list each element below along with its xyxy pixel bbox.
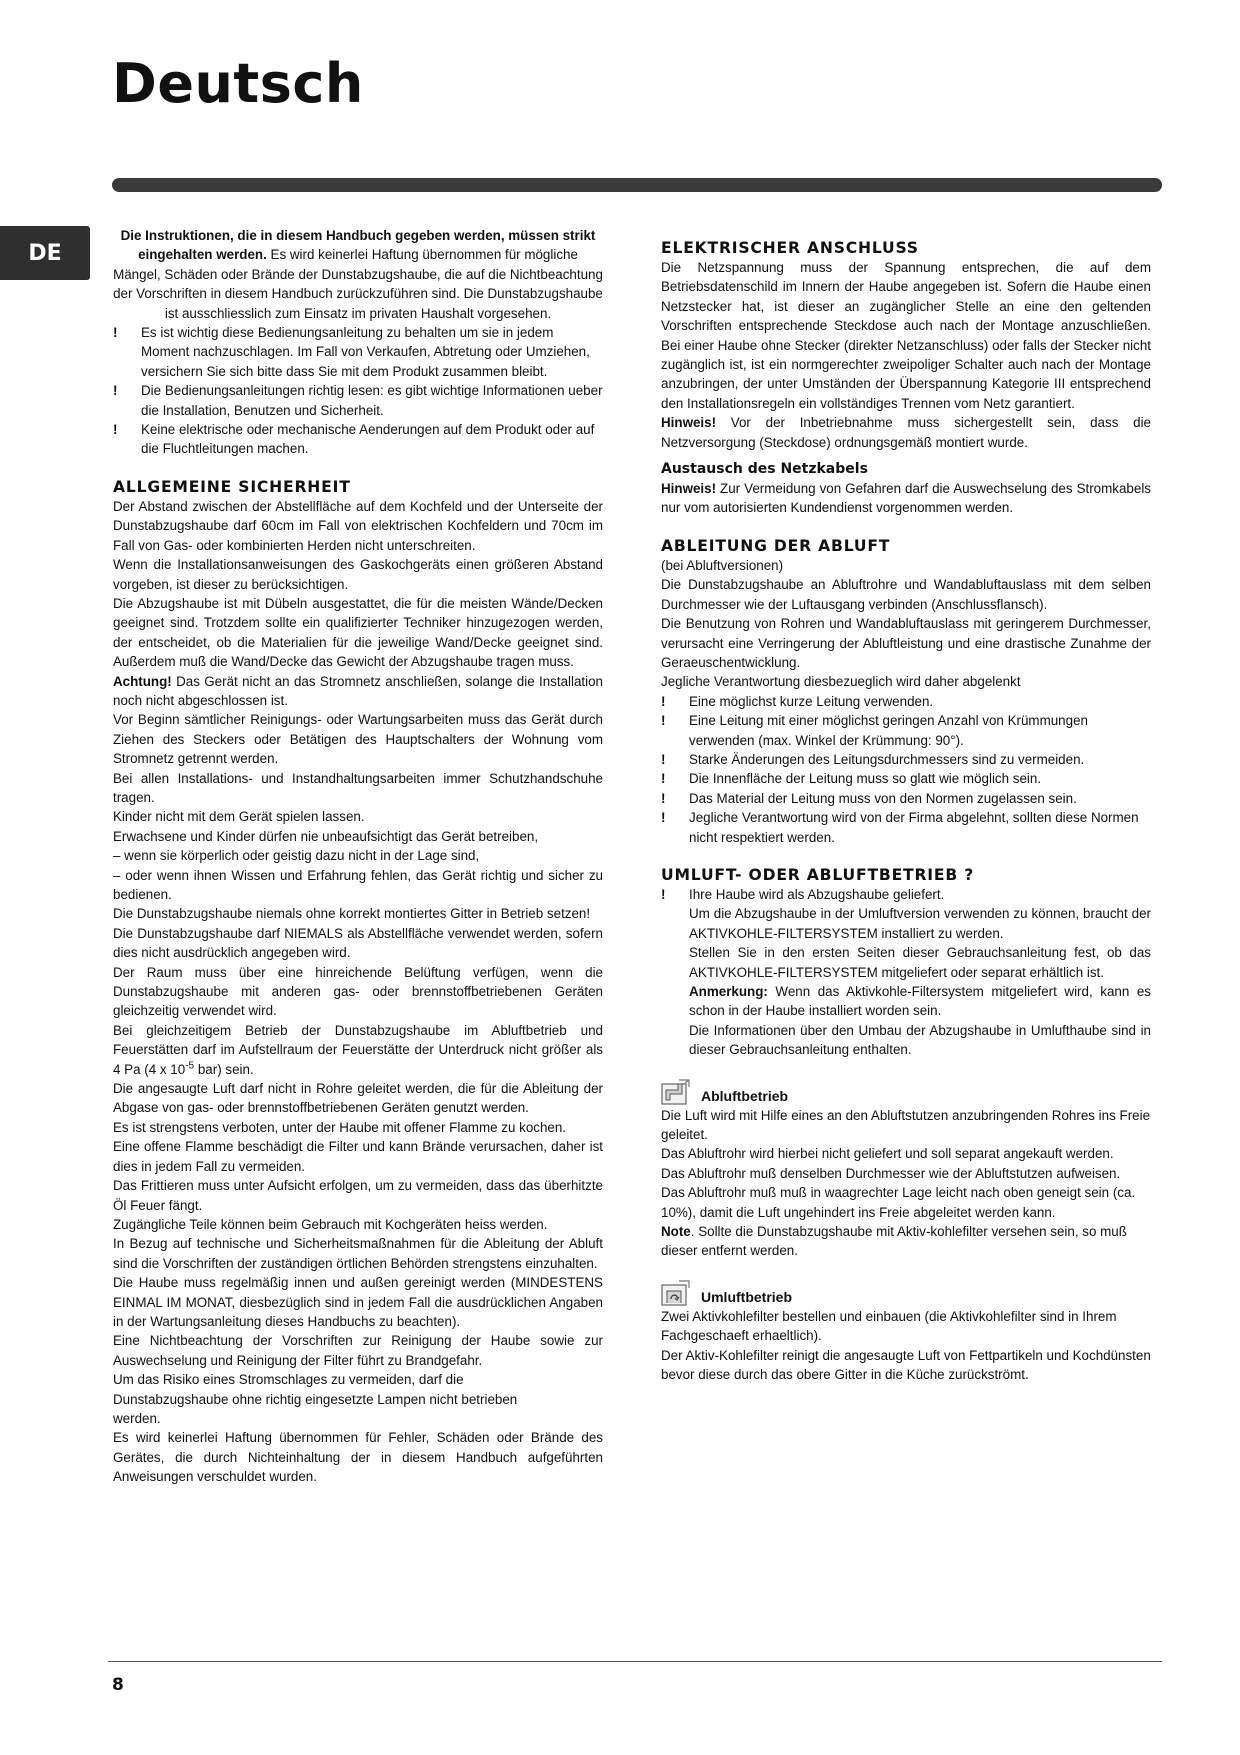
paragraph: Die Abzugshaube ist mit Dübeln ausgestattet, die für die meisten Wände/Decken geeignet sind. Trotzdem sollte ein qualifizierter Techniker hinzugezogen werden, der entscheidet, ob die Materialien für die jeweilige Wand/Decke geeignet sind. Außerdem muß die Wand/Decke das Gewicht der Abzugshaube tragen muss. bbox=[113, 595, 603, 670]
paragraph: Erwachsene und Kinder dürfen nie unbeaufsichtigt das Gerät betreiben, bbox=[113, 828, 539, 844]
list-item-text: Ihre Haube wird als Abzugshaube geliefert. bbox=[689, 886, 945, 902]
list-item bbox=[661, 769, 1151, 788]
paragraph: – oder wenn ihnen Wissen und Erfahrung fehlen, das Gerät richtig und sicher zu bedienen. bbox=[113, 867, 603, 902]
note-label: Anmerkung: bbox=[689, 984, 768, 999]
paragraph: Zugängliche Teile können beim Gebrauch mit Kochgeräten heiss werden. bbox=[113, 1216, 548, 1232]
paragraph: Eine Nichtbeachtung der Vorschriften zur Reinigung der Haube sowie zur Auswechselung und Reinigung der Filter führt zu Brandgefahr. bbox=[113, 1333, 603, 1368]
list-item bbox=[661, 750, 1151, 769]
paragraph: Der Raum muss über eine hinreichende Belüftung verfügen, wenn die Dunstabzugshaube mit anderen gas- oder brennstoffbetriebenen Geräten gleichzeitig verwendet wird. bbox=[113, 964, 603, 1019]
list-item bbox=[113, 381, 603, 420]
umluft-section-header bbox=[661, 1279, 1151, 1307]
warning-label: Achtung! bbox=[113, 673, 172, 689]
page-title: Deutsch bbox=[112, 52, 364, 115]
paragraph: Es ist strengstens verboten, unter der Haube mit offener Flamme zu kochen. bbox=[113, 1119, 567, 1135]
list-item-text: Das Material der Leitung muss von den Normen zugelassen sein. bbox=[689, 790, 1077, 806]
list-item bbox=[661, 711, 1151, 750]
intro-paragraph bbox=[113, 226, 603, 323]
page-number: 8 bbox=[112, 1675, 124, 1695]
paragraph: werden. bbox=[113, 1410, 161, 1426]
exhaust-heading: ABLEITUNG DER ABLUFT bbox=[661, 536, 891, 555]
paragraph: Bei allen Installations- und Instandhaltungsarbeiten immer Schutzhandschuhe tragen. bbox=[113, 770, 603, 805]
paragraph: Der Abstand zwischen der Abstellfläche auf dem Kochfeld und der Unterseite der Dunstabzugshaube darf 60cm im Fall von elektrischen Kochfeldern und 70cm im Fall von Gas- oder kombinierten Herden nicht unterschreiten. bbox=[113, 498, 603, 553]
exclamation-icon: ! bbox=[661, 886, 666, 902]
list-item-text: Die Innenfläche der Leitung muss so glatt wie möglich sein. bbox=[689, 771, 1042, 787]
list-item-text: Starke Änderungen des Leitungsdurchmessers sind zu vermeiden. bbox=[689, 751, 1085, 767]
paragraph: Die Benutzung von Rohren und Wandabluftauslass mit geringerem Durchmesser, verursacht eine Verringerung der Abluftleistung und eine drastische Zunahme der Geraeuschentwicklung. bbox=[661, 616, 1151, 670]
header-divider-bar bbox=[112, 178, 1162, 192]
list-item bbox=[113, 420, 603, 459]
paragraph-text: . Sollte die Dunstabzugshaube mit Aktiv-kohlefilter versehen sein, so muß dieser entfernt werden. bbox=[661, 1224, 1127, 1259]
list-item bbox=[661, 808, 1151, 847]
exponent: -5 bbox=[185, 1060, 195, 1072]
paragraph: Die angesaugte Luft darf nicht in Rohre geleitet werden, die für die Ableitung der Abgase von gas- oder brennstoffbetriebenen Geräten genutzt werden. bbox=[113, 1081, 603, 1116]
intro-text: Es wird keinerlei Haftung übernommen für mögliche Mängel, Schäden oder Brände der Dunstabzugshaube, die auf die Nichtbeachtung der Vorschriften in diesem Handbuch zurückzuführen sind. Die Dunstabzugshaube ist ausschliesslich zum Einsatz im privaten Haushalt vorgesehen. bbox=[113, 247, 603, 321]
paragraph: Jegliche Verantwortung diesbezueglich wird daher abgelenkt bbox=[661, 674, 1021, 690]
abluft-section-header bbox=[661, 1078, 1151, 1106]
note-label: Note bbox=[661, 1224, 691, 1240]
paragraph: Der Aktiv-Kohlefilter reinigt die angesaugte Luft von Fettpartikeln und Kochdünsten bevor diese durch das obere Gitter in die Küche zurückströmt. bbox=[661, 1347, 1151, 1383]
list-item-text: Die Bedienungsanleitungen richtig lesen: es gibt wichtige Informationen ueber die Installation, Benutzen und Sicherheit. bbox=[141, 383, 603, 418]
paragraph: (bei Abluftversionen) bbox=[661, 557, 784, 573]
paragraph: Die Haube muss regelmäßig innen und außen gereinigt werden (MINDESTENS EINMAL IM MONAT, diesbezüglich sind in jedem Fall die ausdrücklichen Angaben in der Wartungsanleitung dieses Handbuchs zu beachten). bbox=[113, 1275, 603, 1329]
umluft-label: Umluftbetrieb bbox=[701, 1288, 792, 1305]
exclamation-icon: ! bbox=[661, 713, 666, 729]
exclamation-icon: ! bbox=[661, 751, 666, 767]
list-item bbox=[113, 323, 603, 381]
exclamation-icon: ! bbox=[113, 325, 118, 341]
paragraph: Dunstabzugshaube ohne richtig eingesetzte Lampen nicht betrieben bbox=[113, 1391, 518, 1407]
paragraph: Vor Beginn sämtlicher Reinigungs- oder Wartungsarbeiten muss das Gerät durch Ziehen des Steckers oder Betätigen des Hauptschalters der Wohnung vom Stromnetz getrennt werden. bbox=[113, 712, 603, 767]
paragraph-text: Zur Vermeidung von Gefahren darf die Auswechselung des Stromkabels nur vom autorisierten Kundendienst vorgenommen werden. bbox=[661, 481, 1151, 516]
paragraph: – wenn sie körperlich oder geistig dazu nicht in der Lage sind, bbox=[113, 848, 480, 864]
recirculation-mode-icon bbox=[661, 1279, 691, 1307]
exclamation-icon: ! bbox=[661, 771, 666, 787]
paragraph-text: Das Gerät nicht an das Stromnetz anschließen, solange die Installation noch nicht abgeschlossen ist. bbox=[113, 673, 603, 708]
paragraph: Stellen Sie in den ersten Seiten dieser Gebrauchsanleitung fest, ob das AKTIVKOHLE-FILTERSYSTEM mitgeliefert oder separat erhältlich ist. bbox=[689, 945, 1151, 980]
paragraph: Die Luft wird mit Hilfe eines an den Abluftstutzen anzubringenden Rohres ins Freie geleitet. bbox=[661, 1107, 1151, 1143]
paragraph: Das Abluftrohr wird hierbei nicht geliefert und soll separat angekauft werden. bbox=[661, 1146, 1114, 1162]
exclamation-icon: ! bbox=[661, 810, 666, 826]
left-column bbox=[113, 226, 603, 1487]
exclamation-icon: ! bbox=[113, 383, 118, 399]
paragraph bbox=[661, 1222, 1151, 1261]
paragraph bbox=[661, 982, 1151, 1021]
paragraph-text: Vor der Inbetriebnahme muss sichergestellt sein, dass die Netzversorgung (Steckdose) ordnungsgemäß montiert wurde. bbox=[661, 415, 1151, 450]
cable-heading: Austausch des Netzkabels bbox=[661, 461, 868, 478]
electrical-heading: ELEKTRISCHER ANSCHLUSS bbox=[661, 239, 919, 257]
paragraph-text: Wenn das Aktivkohle-Filtersystem mitgeliefert wird, kann es schon in der Haube installiert worden sein. bbox=[689, 984, 1151, 1019]
paragraph: Wenn die Installationsanweisungen des Gaskochgeräts einen größeren Abstand vorgeben, ist dieser zu berücksichtigen. bbox=[113, 557, 603, 592]
paragraph: Zwei Aktivkohlefilter bestellen und einbauen (die Aktivkohlefilter sind in Ihrem Fachgeschaeft erhaeltlich). bbox=[661, 1308, 1117, 1344]
paragraph bbox=[113, 1021, 603, 1079]
paragraph: Das Abluftrohr muß muß in waagrechter Lage leicht nach oben geneigt sein (ca. 10%), damit die Luft ungehindert ins Freie abgeleitet werden kann. bbox=[661, 1185, 1136, 1220]
paragraph: Die Dunstabzugshaube an Abluftrohre und Wandabluftauslass mit dem selben Durchmesser wie der Luftausgang verbinden (Anschlussflansch). bbox=[661, 577, 1151, 612]
list-item bbox=[661, 789, 1151, 808]
paragraph bbox=[661, 413, 1151, 452]
right-column bbox=[661, 238, 1151, 1385]
abluft-label: Abluftbetrieb bbox=[701, 1087, 789, 1104]
paragraph: Eine offene Flamme beschädigt die Filter und kann Brände verursachen, daher ist dies in jedem Fall zu vermeiden. bbox=[113, 1139, 603, 1174]
list-item bbox=[661, 885, 1151, 904]
exhaust-mode-icon bbox=[661, 1078, 691, 1106]
paragraph: Die Dunstabzugshaube niemals ohne korrekt montiertes Gitter in Betrieb setzen! bbox=[113, 906, 591, 922]
exclamation-icon: ! bbox=[661, 693, 666, 709]
paragraph: Um das Risiko eines Stromschlages zu vermeiden, darf die bbox=[113, 1372, 464, 1388]
paragraph: Das Frittieren muss unter Aufsicht erfolgen, um zu vermeiden, dass das überhitzte Öl Feuer fängt. bbox=[113, 1178, 603, 1213]
list-item-text: Jegliche Verantwortung wird von der Firma abgelehnt, sollten diese Normen nicht respektiert werden. bbox=[689, 810, 1139, 845]
exclamation-icon: ! bbox=[661, 790, 666, 806]
paragraph: Die Dunstabzugshaube darf NIEMALS als Abstellfläche verwendet werden, sofern dies nicht ausdrücklich angegeben wird. bbox=[113, 925, 603, 961]
paragraph: Die Netzspannung muss der Spannung entsprechen, die auf dem Betriebsdatenschild im Innern der Haube angegeben ist. Sofern die Haube einen Netzstecker hat, ist dieser an zugänglicher Stelle an eine den geltenden Vorschriften entsprechende Steckdose auch nach der Montage anzuschließen. Bei einer Haube ohne Stecker (direkter Netzanschluss) oder falls der Stecker nicht zugänglich ist, ist ein normgerechter zweipoliger Schalter auch nach der Montage anzubringen, der unter Umständen der Überspannung Kategorie III entsprechend den Installationsregeln ein vollständiges Trennen vom Netz garantiert. bbox=[661, 260, 1151, 411]
paragraph: Es wird keinerlei Haftung übernommen für Fehler, Schäden oder Brände des Gerätes, die durch Nichteinhaltung der in diesem Handbuch aufgeführten Anweisungen verschuldet wurden. bbox=[113, 1430, 603, 1485]
note-label: Hinweis! bbox=[661, 415, 717, 431]
paragraph-text: Bei gleichzeitigem Betrieb der Dunstabzugshaube im Abluftbetrieb und Feuerstätten darf im Aufstellraum der Feuerstätte der Unterdruck nicht größer als 4 Pa (4 x 10 bbox=[113, 1022, 603, 1077]
paragraph: Um die Abzugshaube in der Umluftversion verwenden zu können, braucht der AKTIVKOHLE-FILTERSYSTEM installiert zu werden. bbox=[689, 906, 1151, 941]
paragraph bbox=[661, 479, 1151, 518]
list-item-text: Eine Leitung mit einer möglichst geringen Anzahl von Krümmungen verwenden (max. Winkel der Krümmung: 90°). bbox=[689, 713, 1088, 748]
paragraph: Kinder nicht mit dem Gerät spielen lassen. bbox=[113, 809, 365, 825]
paragraph: Das Abluftrohr muß denselben Durchmesser wie der Abluftstutzen aufweisen. bbox=[661, 1165, 1121, 1181]
footer-divider bbox=[108, 1661, 1162, 1662]
exclamation-icon: ! bbox=[113, 422, 118, 438]
note-label: Hinweis! bbox=[661, 481, 717, 497]
mode-heading: UMLUFT- ODER ABLUFTBETRIEB ? bbox=[661, 865, 975, 884]
paragraph: Die Informationen über den Umbau der Abzugshaube in Umlufthaube sind in dieser Gebrauchsanleitung enthalten. bbox=[689, 1022, 1151, 1058]
list-item bbox=[661, 692, 1151, 711]
list-item-text: Keine elektrische oder mechanische Aenderungen auf dem Produkt oder auf die Fluchtleitungen machen. bbox=[141, 422, 595, 457]
list-item-text: Es ist wichtig diese Bedienungsanleitung zu behalten um sie in jedem Moment nachzuschlagen. Im Fall von Verkaufen, Abtretung oder Umziehen, versichern Sie sich bitte dass Sie mit dem Produkt zusammen bleibt. bbox=[141, 325, 590, 379]
paragraph-text: bar) sein. bbox=[194, 1061, 254, 1077]
paragraph: In Bezug auf technische und Sicherheitsmaßnahmen für die Ableitung der Abluft sind die Vorschriften der zuständigen örtlichen Behörden strengstens einzuhalten. bbox=[113, 1236, 603, 1271]
paragraph bbox=[113, 672, 603, 711]
safety-heading: ALLGEMEINE SICHERHEIT bbox=[113, 477, 351, 496]
list-item-text: Eine möglichst kurze Leitung verwenden. bbox=[689, 693, 934, 709]
intro-bold-text: Die Instruktionen, die in diesem Handbuch gegeben werden, müssen strikt eingehalten werden. bbox=[120, 228, 596, 263]
language-tab: DE bbox=[0, 226, 90, 280]
